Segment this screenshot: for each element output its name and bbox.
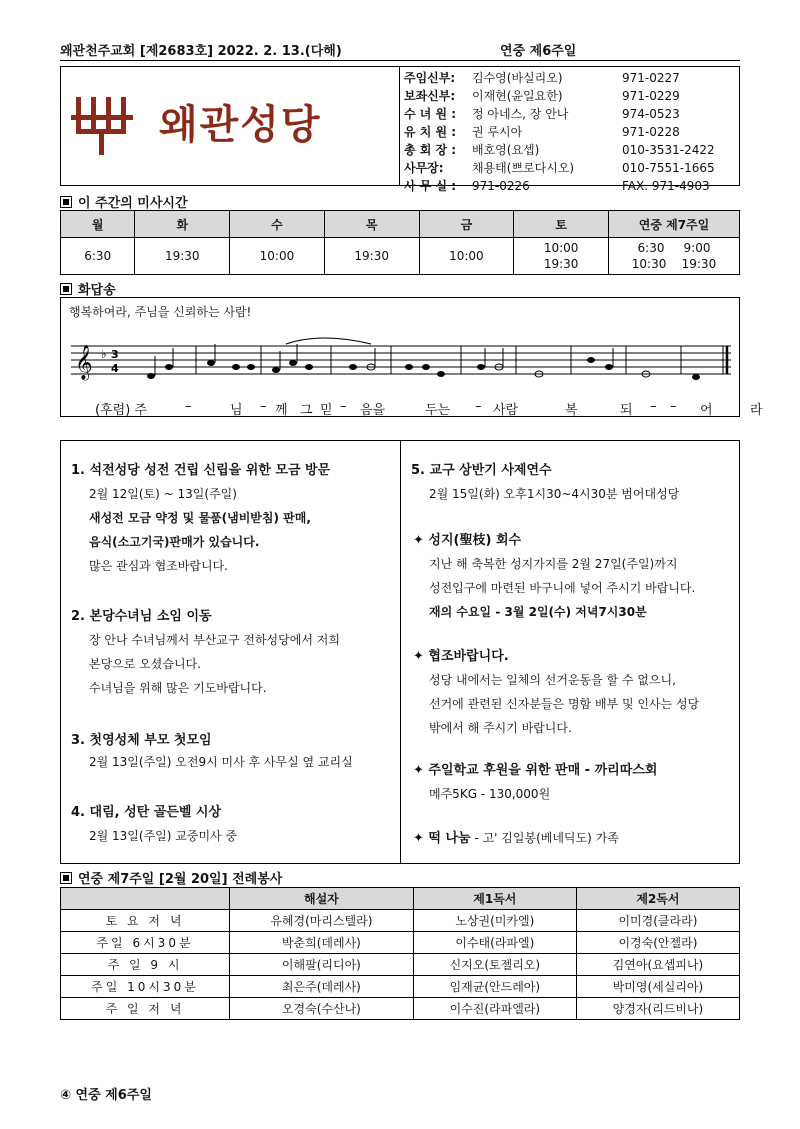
duty-person: 이해팔(리디아): [230, 954, 414, 976]
day-header: 목: [324, 211, 419, 238]
lyric-syllable: 라: [750, 403, 763, 418]
duty-person: 유혜경(마리스텔라): [230, 910, 414, 932]
lyric-syllable: 어: [700, 403, 713, 418]
church-logo-icon: [71, 93, 141, 157]
table-row: [61, 238, 740, 275]
duty-person: 박미영(세실리아): [576, 976, 739, 998]
notice-line: 2월 12일(토) ~ 13일(주일): [89, 487, 237, 501]
mass-times-title: [60, 192, 188, 211]
staff-role: 사 무 실 :: [404, 179, 457, 193]
logo-area: [61, 67, 400, 185]
mass-times-table: [60, 210, 740, 275]
notice-line: 음식(소고기국)판매가 있습니다.: [89, 535, 260, 549]
notice-line: 2월 15일(화) 오후1시30~4시30분 범어대성당: [429, 487, 680, 501]
page-footer: ④ 연중 제6주일: [60, 1088, 152, 1103]
duty-time: 주일 10시30분: [61, 976, 230, 998]
staff-role: 총 회 장 :: [404, 143, 457, 157]
psalm-title: [60, 279, 116, 298]
staff-role: 주임신부:: [404, 71, 456, 85]
lyric-syllable: –: [340, 399, 347, 414]
duty-person: 양경자(리드비나): [576, 998, 739, 1020]
day-header: 수: [230, 211, 325, 238]
staff-role: 유 치 원 :: [404, 125, 457, 139]
lyric-syllable: (후렴) 주: [95, 403, 147, 418]
liturgy-duty-table: [60, 887, 740, 1020]
staff-role: 사무장:: [404, 161, 444, 175]
notice-line: 장 안나 수녀님께서 부산교구 전하성당에서 저희: [89, 633, 340, 647]
lyric-syllable: –: [260, 399, 267, 414]
lyric-syllable: –: [670, 399, 677, 414]
psalm-caption: 행복하여라, 주님을 신뢰하는 사람!: [69, 305, 252, 319]
mass-times-label: 이 주간의 미사시간: [78, 196, 188, 211]
staff-name: 정 아네스, 장 안나: [472, 107, 569, 121]
staff-role: 수 녀 원 :: [404, 107, 457, 121]
notice-line: 지난 해 축복한 성지가지를 2월 27일(주일)까지: [429, 557, 678, 571]
staff-role: 보좌신부:: [404, 89, 456, 103]
staff-phone: 010-7551-1665: [622, 161, 715, 175]
liturgical-week: 연중 제6주일: [500, 44, 577, 59]
notice-line: 2월 13일(주일) 교중미사 중: [89, 829, 238, 843]
duty-person: 최은주(데레사): [230, 976, 414, 998]
section-square-icon: [60, 283, 72, 295]
staff-name: 이재현(윤일요한): [472, 89, 563, 103]
notice-line: 선거에 관련된 신자분들은 명함 배부 및 인사는 성당: [429, 697, 700, 711]
duty-person: 박춘희(데레사): [230, 932, 414, 954]
staff-name: 권 루시아: [472, 125, 523, 139]
notice-title: 5. 교구 상반기 사제연수: [411, 463, 552, 478]
notice-line: 재의 수요일 - 3월 2일(수) 저녁7시30분: [429, 605, 647, 619]
duty-header: 제2독서: [576, 888, 739, 910]
church-name-logo: 왜관성당: [159, 102, 322, 148]
mass-time: 19:30: [324, 238, 419, 275]
duty-title: [60, 868, 282, 887]
notice-title: 2. 본당수녀님 소임 이동: [71, 609, 212, 624]
notice-title: 1. 석전성당 성전 건립 신립을 위한 모금 방문: [71, 463, 331, 478]
duty-header: 제1독서: [413, 888, 576, 910]
notice-line: 새성전 모금 약정 및 물품(냄비받침) 판매,: [89, 511, 311, 525]
lyric-syllable: 믿: [320, 403, 333, 418]
duty-person: 이수진(라파엘라): [413, 998, 576, 1020]
section-square-icon: [60, 196, 72, 208]
lyric-syllable: 그: [300, 403, 313, 418]
duty-time: 주일 6시30분: [61, 932, 230, 954]
staff-name: 채용태(쁘로다시오): [472, 161, 575, 175]
svg-text:𝄞: 𝄞: [75, 345, 93, 380]
svg-text:4: 4: [111, 362, 119, 375]
notice-line: 메주5KG - 130,000원: [429, 787, 551, 801]
lyric-syllable: 되: [620, 403, 633, 418]
mass-time: 6:30: [61, 238, 135, 275]
mass-time: 19:30: [135, 238, 230, 275]
header-rule: [60, 60, 740, 61]
table-row: [61, 998, 740, 1020]
table-row: [61, 932, 740, 954]
staff-phone: FAX. 971-4903: [622, 179, 710, 193]
bulletin-header: [60, 40, 740, 59]
lyric-syllable: –: [475, 399, 482, 414]
mass-time: 10:00: [230, 238, 325, 275]
notice-line: 많은 관심과 협조바랍니다.: [89, 559, 228, 573]
lyric-syllable: 께: [275, 403, 288, 418]
duty-person: 이수태(라파엘): [413, 932, 576, 954]
mass-time: 10:00 19:30: [514, 238, 609, 275]
staff-phone: 971-0228: [622, 125, 680, 139]
mass-time: 10:00: [419, 238, 514, 275]
svg-text:3: 3: [111, 348, 119, 361]
notice-title: 3. 첫영성체 부모 첫모임: [71, 733, 212, 748]
notice-title-suffix: - 고' 김일봉(베네딕도) 가족: [470, 831, 619, 845]
staff-phone: 010-3531-2422: [622, 143, 715, 157]
psalm-box: [60, 297, 763, 418]
table-header-row: [61, 888, 740, 910]
duty-header: 해설자: [230, 888, 414, 910]
duty-person: 임재균(안드레아): [413, 976, 576, 998]
notice-line: 수녀님을 위해 많은 기도바랍니다.: [89, 681, 267, 695]
notice-line: 2월 13일(주일) 오전9시 미사 후 사무실 옆 교리실: [89, 755, 353, 769]
day-header: 연중 제7주일: [609, 211, 740, 238]
staff-name: 971-0226: [472, 179, 530, 193]
staff-phone: 971-0229: [622, 89, 680, 103]
section-square-icon: [60, 872, 72, 884]
duty-person: 김연아(요셉피나): [576, 954, 739, 976]
notice-title: 4. 대림, 성탄 골든벨 시상: [71, 805, 222, 820]
table-row: [61, 976, 740, 998]
lyric-syllable: 사람: [493, 403, 519, 418]
psalm-label: 화답송: [78, 283, 116, 298]
notice-title-text: ✦ 떡 나눔: [413, 831, 471, 846]
column-divider: [400, 441, 401, 863]
day-header: 화: [135, 211, 230, 238]
duty-time: 토 요 저 녁: [61, 910, 230, 932]
lyric-syllable: 두는: [425, 403, 451, 418]
day-header: 월: [61, 211, 135, 238]
duty-person: 이경숙(안젤라): [576, 932, 739, 954]
duty-label: 연중 제7주일 [2월 20일] 전례봉사: [78, 872, 283, 887]
staff-phone: 971-0227: [622, 71, 680, 85]
notice-title: ✦ 협조바랍니다.: [413, 649, 509, 664]
staff-phone: 974-0523: [622, 107, 680, 121]
lyric-syllable: –: [650, 399, 657, 414]
notice-line: 성전입구에 마련된 바구니에 넣어 주시기 바랍니다.: [429, 581, 696, 595]
music-score-icon: [71, 336, 731, 392]
duty-person: 이미경(클라라): [576, 910, 739, 932]
notice-title: ✦ 성지(聖枝) 회수: [413, 533, 522, 548]
lyric-syllable: 음을: [360, 403, 386, 418]
bulletin-issue: 왜관천주교회 [제2683호] 2022. 2. 13.(다해): [60, 44, 342, 59]
duty-person: 노상권(미카엘): [413, 910, 576, 932]
duty-time: 주 일 저 녁: [61, 998, 230, 1020]
day-header: 토: [514, 211, 609, 238]
lyric-syllable: 복: [565, 403, 578, 418]
duty-person: 오경숙(수산나): [230, 998, 414, 1020]
notice-line: 밖에서 해 주시기 바랍니다.: [429, 721, 572, 735]
notices-box: [60, 440, 740, 864]
duty-header: [61, 888, 230, 910]
staff-name: 김수영(바실리오): [472, 71, 563, 85]
church-info-box: [60, 66, 740, 193]
duty-time: 주 일 9 시: [61, 954, 230, 976]
table-header-row: [61, 211, 740, 238]
duty-person: 신지오(토젤리오): [413, 954, 576, 976]
lyric-syllable: 님: [230, 403, 243, 418]
day-header: 금: [419, 211, 514, 238]
staff-name: 배호영(요셉): [472, 143, 540, 157]
lyric-syllable: –: [185, 399, 192, 414]
table-row: [61, 954, 740, 976]
notice-line: 성당 내에서는 일체의 선거운동을 할 수 없으니,: [429, 673, 676, 687]
table-row: [61, 910, 740, 932]
mass-time: 6:30 9:00 10:30 19:30: [609, 238, 740, 275]
notice-title: ✦ 주일학교 후원을 위한 판매 - 까리따스회: [413, 763, 658, 778]
notice-title: [413, 827, 619, 846]
svg-text:♭: ♭: [101, 347, 107, 361]
notice-line: 본당으로 오셨습니다.: [89, 657, 201, 671]
